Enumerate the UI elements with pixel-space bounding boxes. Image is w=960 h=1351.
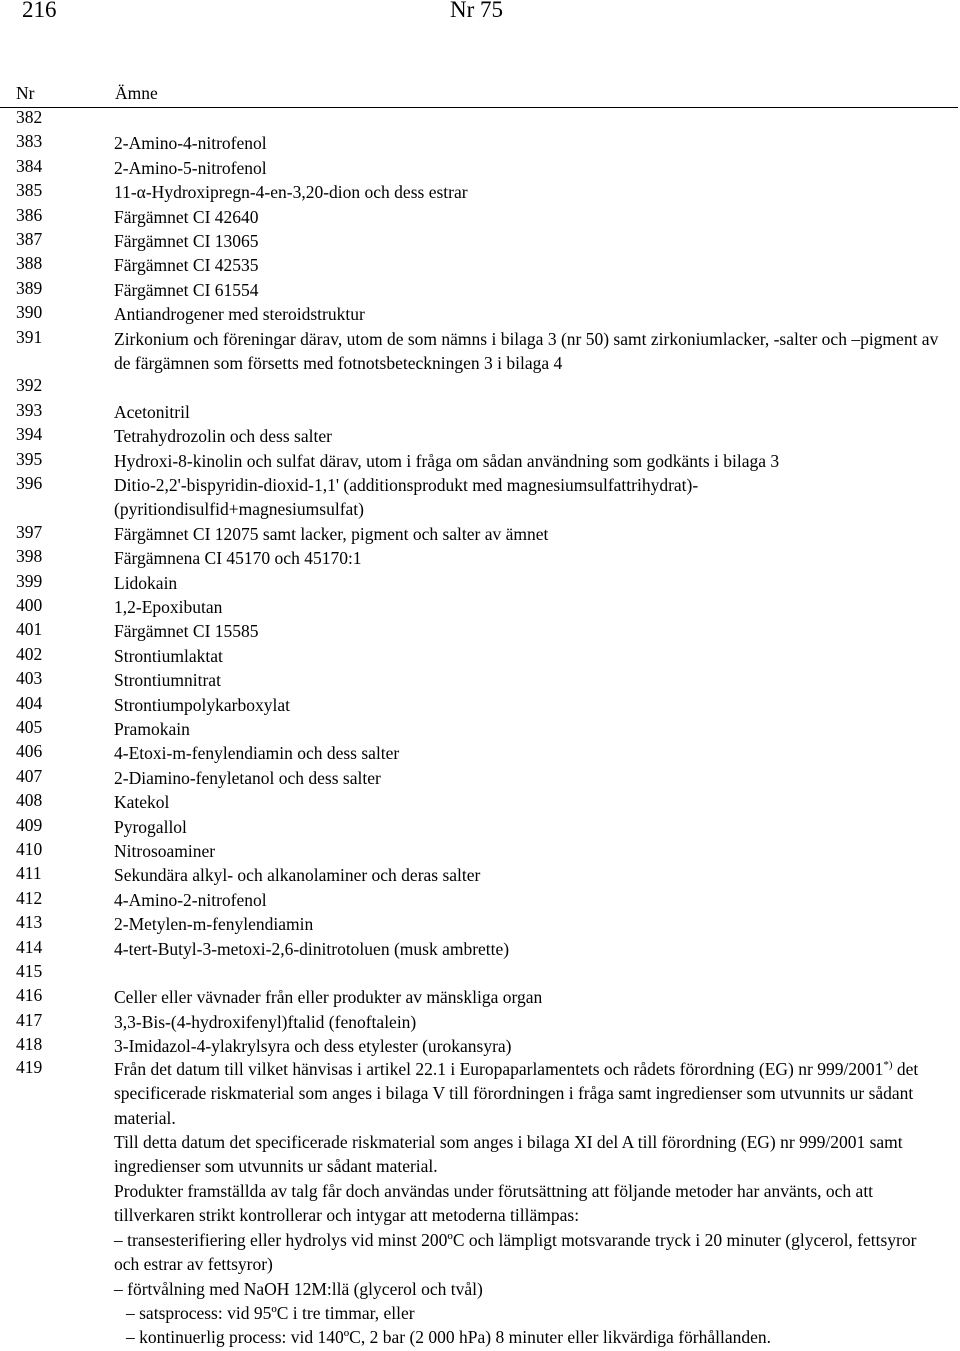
row-substance: 3-Imidazol-4-ylakrylsyra och dess etylester (urokansyra)	[114, 1036, 512, 1057]
row-number: 412	[16, 887, 43, 908]
row-number: 385	[16, 180, 43, 201]
row-substance: Katekol	[114, 792, 170, 813]
row-substance: 2-Amino-4-nitrofenol	[114, 133, 267, 154]
row-substance: Färgämnet CI 61554	[114, 279, 259, 300]
row-number: 402	[16, 643, 43, 664]
row-substance: Ditio-2,2'-bispyridin-dioxid-1,1' (additionsprodukt med magnesiumsulfattrihydrat)- (pyritiondisulfid+magnesiumsulfat)	[114, 475, 699, 520]
row-number: 405	[16, 717, 43, 737]
row-substance: Zirkonium och föreningar därav, utom de som nämns i bilaga 3 (nr 50) samt zirkoniumlacker, -salter och –pigment av de färgämnen som försetts med fotnotsbeteckningen 3 i bilaga 4	[114, 328, 939, 373]
row-number: 419	[16, 1057, 43, 1077]
list-item: – förtvålning med NaOH 12M:llä (glycerol och tvål)	[114, 1279, 483, 1299]
row-substance: 2-Diamino-fenyletanol och dess salter	[114, 767, 381, 788]
row-substance: Strontiumlaktat	[114, 645, 223, 666]
row-substance: Färgämnet CI 42535	[114, 255, 259, 276]
row-substance: 4-Etoxi-m-fenylendiamin och dess salter	[114, 743, 400, 764]
row-number: 404	[16, 692, 43, 713]
list-item: – transesterifiering eller hydrolys vid minst 200ºC och lämpligt motsvarande tryck i 20 minuter (glycerol, fettsyror och estrar av fettsyror)	[114, 1230, 917, 1275]
row-number: 384	[16, 155, 43, 176]
row-number: 406	[16, 741, 43, 762]
row-number: 416	[16, 985, 43, 1006]
row-substance: Pramokain	[114, 719, 190, 739]
sub-list-item: – kontinuerlig process: vid 140ºC, 2 bar (2 000 hPa) 8 minuter eller likvärdiga förhållanden.	[126, 1327, 771, 1347]
column-header-nr: Nr	[16, 83, 35, 103]
document-number: Nr 75	[450, 0, 504, 22]
row-substance: Färgämnena CI 45170 och 45170:1	[114, 548, 362, 569]
row-number: 396	[16, 473, 43, 493]
row-substance: Lidokain	[114, 572, 178, 593]
row-number: 398	[16, 546, 43, 567]
row-number: 401	[16, 619, 43, 640]
row-substance: 3,3-Bis-(4-hydroxifenyl)ftalid (fenoftalein)	[114, 1011, 417, 1032]
row-number: 407	[16, 765, 43, 786]
row-number: 403	[16, 668, 43, 689]
row-substance: 4-tert-Butyl-3-metoxi-2,6-dinitrotoluen (musk ambrette)	[114, 938, 510, 959]
row-number: 395	[16, 448, 43, 469]
row-substance: Acetonitril	[114, 401, 190, 422]
row-419-paragraph-1	[114, 1057, 944, 1130]
page-number: 216	[22, 0, 57, 22]
row-number: 415	[16, 961, 43, 981]
row-number: 390	[16, 302, 43, 323]
row-substance: Strontiumpolykarboxylat	[114, 694, 290, 715]
row-substance: Sekundära alkyl- och alkanolaminer och deras salter	[114, 865, 481, 886]
row-number: 408	[16, 790, 43, 811]
row-419-paragraph-2: Till detta datum det specificerade riskmaterial som anges i bilaga XI del A till förordning (EG) nr 999/2001 samt ingredienser som utvunnits ur sådant material.	[114, 1132, 903, 1177]
row-number: 387	[16, 229, 43, 249]
row-substance: Hydroxi-8-kinolin och sulfat därav, utom i fråga om sådan användning som godkänts i bilaga 3	[114, 450, 780, 471]
row-number: 383	[16, 131, 43, 152]
row-number: 414	[16, 936, 43, 957]
row-number: 411	[16, 863, 42, 884]
row-substance: Färgämnet CI 12075 samt lacker, pigment och salter av ämnet	[114, 523, 549, 544]
row-419-paragraph-3: Produkter framställda av talg får doch användas under förutsättning att följande metoder har använts, och att tillverkaren strikt kontrollerar och intygar att metoderna tillämpas:	[114, 1181, 874, 1226]
row-number: 392	[16, 375, 43, 396]
footnote-marker: *)	[883, 1059, 893, 1072]
row-substance: 4-Amino-2-nitrofenol	[114, 889, 267, 910]
row-substance: 2-Metylen-m-fenylendiamin	[114, 914, 314, 935]
column-header-amne: Ämne	[115, 83, 158, 103]
row-number: 400	[16, 595, 43, 615]
row-number: 399	[16, 570, 43, 591]
row-substance: Färgämnet CI 15585	[114, 621, 259, 642]
row-number: 388	[16, 253, 43, 274]
row-number: 391	[16, 326, 43, 347]
row-substance: Färgämnet CI 42640	[114, 206, 259, 227]
row-number: 409	[16, 814, 43, 835]
row-number: 394	[16, 424, 43, 445]
row-number: 410	[16, 839, 43, 859]
table-header	[0, 81, 958, 108]
row-number: 418	[16, 1034, 43, 1055]
row-substance: 11-α-Hydroxipregn-4-en-3,20-dion och dess estrar	[114, 182, 468, 203]
sub-list-item: – satsprocess: vid 95ºC i tre timmar, eller	[126, 1303, 415, 1323]
row-number: 389	[16, 277, 43, 298]
row-substance: Antiandrogener med steroidstruktur	[114, 304, 365, 325]
row-substance: Celler eller vävnader från eller produkter av mänskliga organ	[114, 987, 543, 1008]
row-substance: Pyrogallol	[114, 816, 187, 837]
row-substance: 2-Amino-5-nitrofenol	[114, 157, 267, 178]
row-substance: Färgämnet CI 13065	[114, 231, 259, 251]
row-number: 393	[16, 399, 43, 420]
row-substance: Strontiumnitrat	[114, 670, 221, 691]
row-number: 413	[16, 912, 43, 933]
row-419-text-a: Från det datum till vilket hänvisas i artikel 22.1 i Europaparlamentets och rådets förordning (EG) nr 999/2001	[114, 1059, 884, 1079]
row-number: 386	[16, 204, 43, 225]
row-substance: Tetrahydrozolin och dess salter	[114, 426, 332, 447]
row-number: 382	[16, 107, 43, 127]
row-substance: 1,2-Epoxibutan	[114, 597, 223, 617]
row-number: 417	[16, 1009, 43, 1030]
row-419-text-b: det specificerade riskmaterial som anges i bilaga V till förordningen i fråga samt ingredienser som utvunnits ur sådant material.	[114, 1059, 919, 1128]
row-number: 397	[16, 521, 43, 542]
row-substance: Nitrosoaminer	[114, 841, 216, 861]
